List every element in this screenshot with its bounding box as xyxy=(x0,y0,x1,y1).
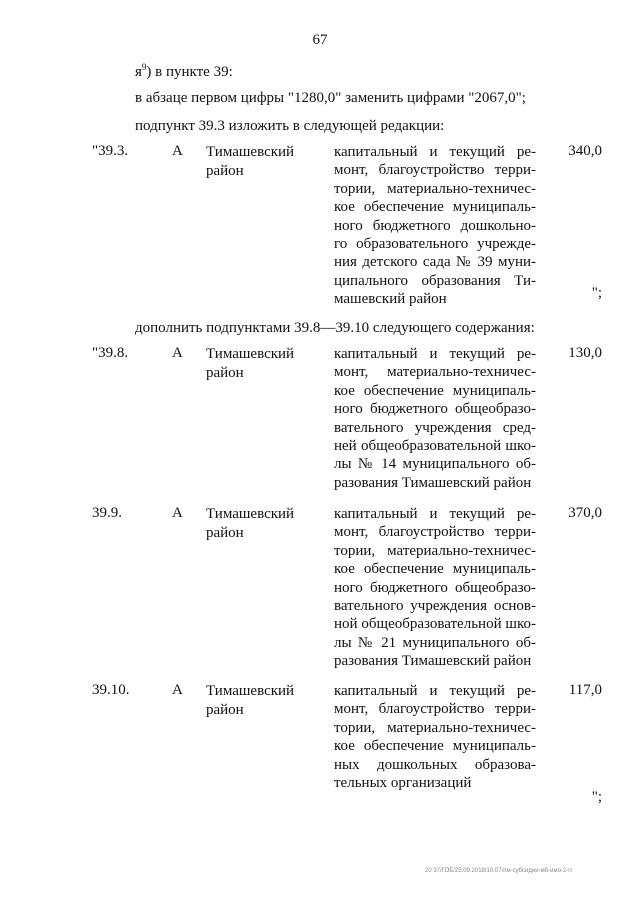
row-description xyxy=(334,345,536,492)
footer-code: 20 37/ГОБ/25.09.2018/10.07/пм-субсидии-мб-имо-2-гг xyxy=(425,868,573,874)
row-district-line: Тимашевский xyxy=(206,506,295,522)
description-line: ных дошкольных образова- xyxy=(334,756,536,773)
description-line: капитальный и текущий ре- xyxy=(334,346,536,362)
closing-quote: "; xyxy=(591,789,602,805)
row-amount: 117,0 xyxy=(568,682,602,698)
description-line: капитальный и текущий ре- xyxy=(334,683,536,699)
description-line: кое обеспечение муниципаль- xyxy=(334,738,536,755)
description-line: лы № 14 муниципального об- xyxy=(334,456,536,473)
row-number: 39.10. xyxy=(92,682,130,698)
intro-item-letter: я xyxy=(135,64,142,80)
description-line: разования Тимашевский район xyxy=(334,653,532,670)
description-line: монт, благоустройство терри- xyxy=(334,701,536,718)
description-line: кое обеспечение муниципаль- xyxy=(334,561,536,578)
row-district-line: Тимашевский xyxy=(206,144,295,160)
description-line: кое обеспечение муниципаль- xyxy=(334,382,536,399)
page-number: 67 xyxy=(312,32,328,48)
row-category: А xyxy=(172,345,183,361)
description-line: ного бюджетного дошкольно- xyxy=(334,217,536,234)
description-line: машевский район xyxy=(334,291,447,308)
row-district xyxy=(206,345,316,383)
row-category: А xyxy=(172,505,183,521)
row-description xyxy=(334,143,536,309)
footnote-ref: 9 xyxy=(141,62,147,72)
add-subitems-text: дополнить подпунктами 39.8—39.10 следующего содержания: xyxy=(135,320,535,336)
description-line: монт, благоустройство терри- xyxy=(334,162,536,179)
description-line: ного бюджетного общеобразо- xyxy=(334,579,536,596)
description-line: монт, материально-техничес- xyxy=(334,364,536,381)
row-number: "39.8. xyxy=(92,345,129,361)
description-line: тории, материально-техничес- xyxy=(334,180,536,197)
description-line: разования Тимашевский район xyxy=(334,474,532,491)
row-number: 39.9. xyxy=(92,505,122,521)
intro-line-3: подпункт 39.3 изложить в следующей редакции: xyxy=(135,118,445,134)
description-line: капитальный и текущий ре- xyxy=(334,144,536,160)
row-district-line: район xyxy=(206,525,244,541)
intro-line-2: в абзаце первом цифры "1280,0" заменить цифрами "2067,0"; xyxy=(135,90,526,106)
description-line: лы № 21 муниципального об- xyxy=(334,634,536,651)
row-amount: 130,0 xyxy=(568,345,602,361)
row-number: "39.3. xyxy=(92,143,129,159)
intro-item-rest: ) в пункте 39: xyxy=(146,64,233,80)
row-district-line: район xyxy=(206,702,244,718)
row-description xyxy=(334,505,536,671)
description-line: вательного учреждения сред- xyxy=(334,419,536,436)
description-line: вательного учреждения основ- xyxy=(334,598,536,615)
description-line: монт, благоустройство терри- xyxy=(334,524,536,541)
description-line: ципального образования Ти- xyxy=(334,272,536,289)
closing-quote: "; xyxy=(591,285,602,301)
row-district xyxy=(206,505,316,543)
description-line: капитальный и текущий ре- xyxy=(334,506,536,522)
description-line: ния детского сада № 39 муни- xyxy=(334,254,536,271)
row-district xyxy=(206,682,316,720)
description-line: ного бюджетного общеобразо- xyxy=(334,401,536,418)
row-category: А xyxy=(172,682,183,698)
row-district-line: Тимашевский xyxy=(206,346,295,362)
row-description xyxy=(334,682,536,792)
row-amount: 370,0 xyxy=(568,505,602,521)
description-line: ной общеобразовательной шко- xyxy=(334,616,536,633)
row-amount: 340,0 xyxy=(568,143,602,159)
description-line: кое обеспечение муниципаль- xyxy=(334,199,536,216)
description-line: тории, материально-техничес- xyxy=(334,542,536,559)
row-district-line: район xyxy=(206,163,244,179)
row-district-line: Тимашевский xyxy=(206,683,295,699)
intro-item xyxy=(135,62,233,81)
row-category: А xyxy=(172,143,183,159)
description-line: го образовательного учрежде- xyxy=(334,236,536,253)
description-line: тории, материально-техничес- xyxy=(334,719,536,736)
description-line: тельных организаций xyxy=(334,775,472,792)
row-district xyxy=(206,143,316,181)
description-line: ней общеобразовательной шко- xyxy=(334,438,536,455)
row-district-line: район xyxy=(206,365,244,381)
